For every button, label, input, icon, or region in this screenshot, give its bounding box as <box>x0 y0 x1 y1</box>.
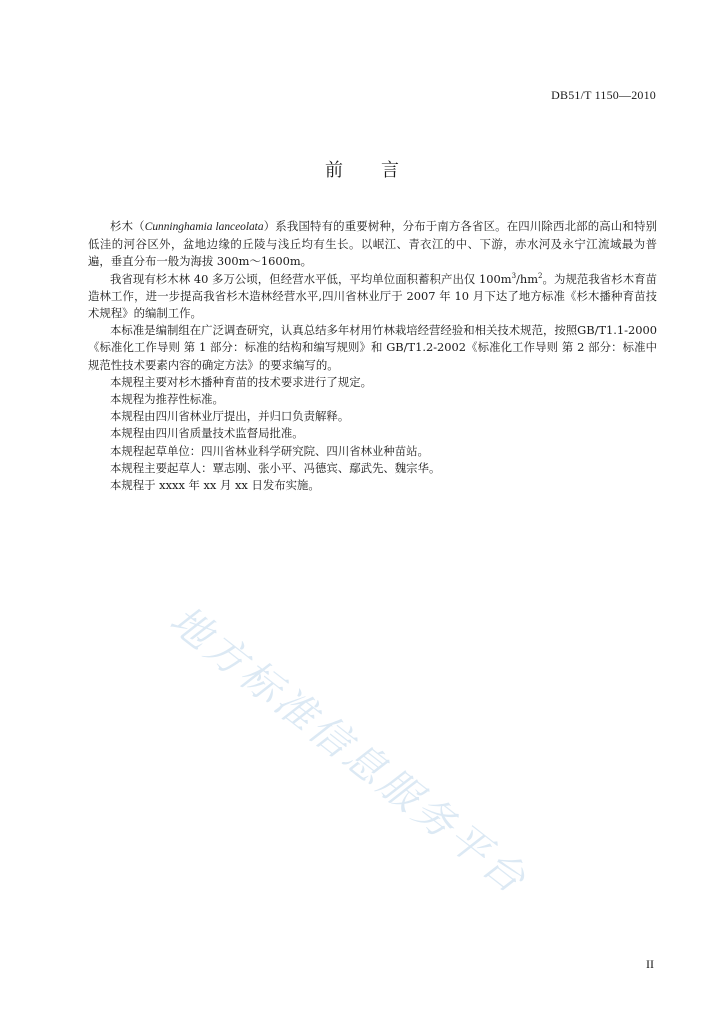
p1-prefix: 杉木（ <box>110 219 145 233</box>
paragraph-8: 本规程起草单位：四川省林业科学研究院、四川省林业种苗站。 <box>110 443 429 458</box>
p2-part1: 我省现有杉木林 40 多万公顷，但经营水平低，平均单位面积蓄积产出仅 100m <box>110 271 512 286</box>
watermark: 地方标准信息服务平台 <box>161 597 537 905</box>
paragraph-1 <box>88 218 657 271</box>
p2-part2: /hm <box>516 271 539 286</box>
paragraph-2 <box>88 271 657 323</box>
paragraph-7: 本规程由四川省质量技术监督局批准。 <box>110 426 304 441</box>
page-title: 前言 <box>325 160 437 181</box>
p2-part3: 。为规范我省杉木育苗造林工作，进一步提高我省杉木造林经营水平,四川省林业厅于 2007 年 10 月下达了地方标准《杉木播种育苗技术规程》的编制工作。 <box>88 271 657 321</box>
p2-superscript-3: 3 <box>511 271 517 280</box>
paragraph-9: 本规程主要起草人：覃志刚、张小平、冯德宾、鄢武先、魏宗华。 <box>110 460 441 475</box>
paragraph-4: 本规程主要对杉木播种育苗的技术要求进行了规定。 <box>110 374 372 389</box>
p1-latin-name: Cunninghamia lanceolata <box>144 221 264 233</box>
paragraph-6: 本规程由四川省林业厅提出，并归口负责解释。 <box>110 409 350 424</box>
paragraph-10: 本规程于 xxxx 年 xx 月 xx 日发布实施。 <box>110 478 320 493</box>
p2-superscript-2: 2 <box>538 271 543 280</box>
paragraph-5: 本规程为推荐性标准。 <box>110 392 224 407</box>
document-code: DB51/T 1150—2010 <box>551 88 656 102</box>
paragraph-3: 本标准是编制组在广泛调查研究，认真总结多年材用竹林栽培经营经验和相关技术规范，按照GB/T1.1-2000《标准化工作导则 第 1 部分：标准的结构和编写规则》和 GB/T1.2-2002《标准化工作导则 第 2 部分：标准中规范性技术要素内容的确定方法》的要求编写的。 <box>88 323 657 372</box>
foreword-body <box>88 218 657 494</box>
page-number: II <box>646 957 654 971</box>
p1-suffix: ）系我国特有的重要树种，分布于南方各省区。在四川除西北部的高山和特别低洼的河谷区外，盆地边缘的丘陵与浅丘均有生长。以岷江、青衣江的中、下游，赤水河及永宁江流域最为普遍，垂直分布一般为海拔 300m～1600m。 <box>88 219 657 269</box>
